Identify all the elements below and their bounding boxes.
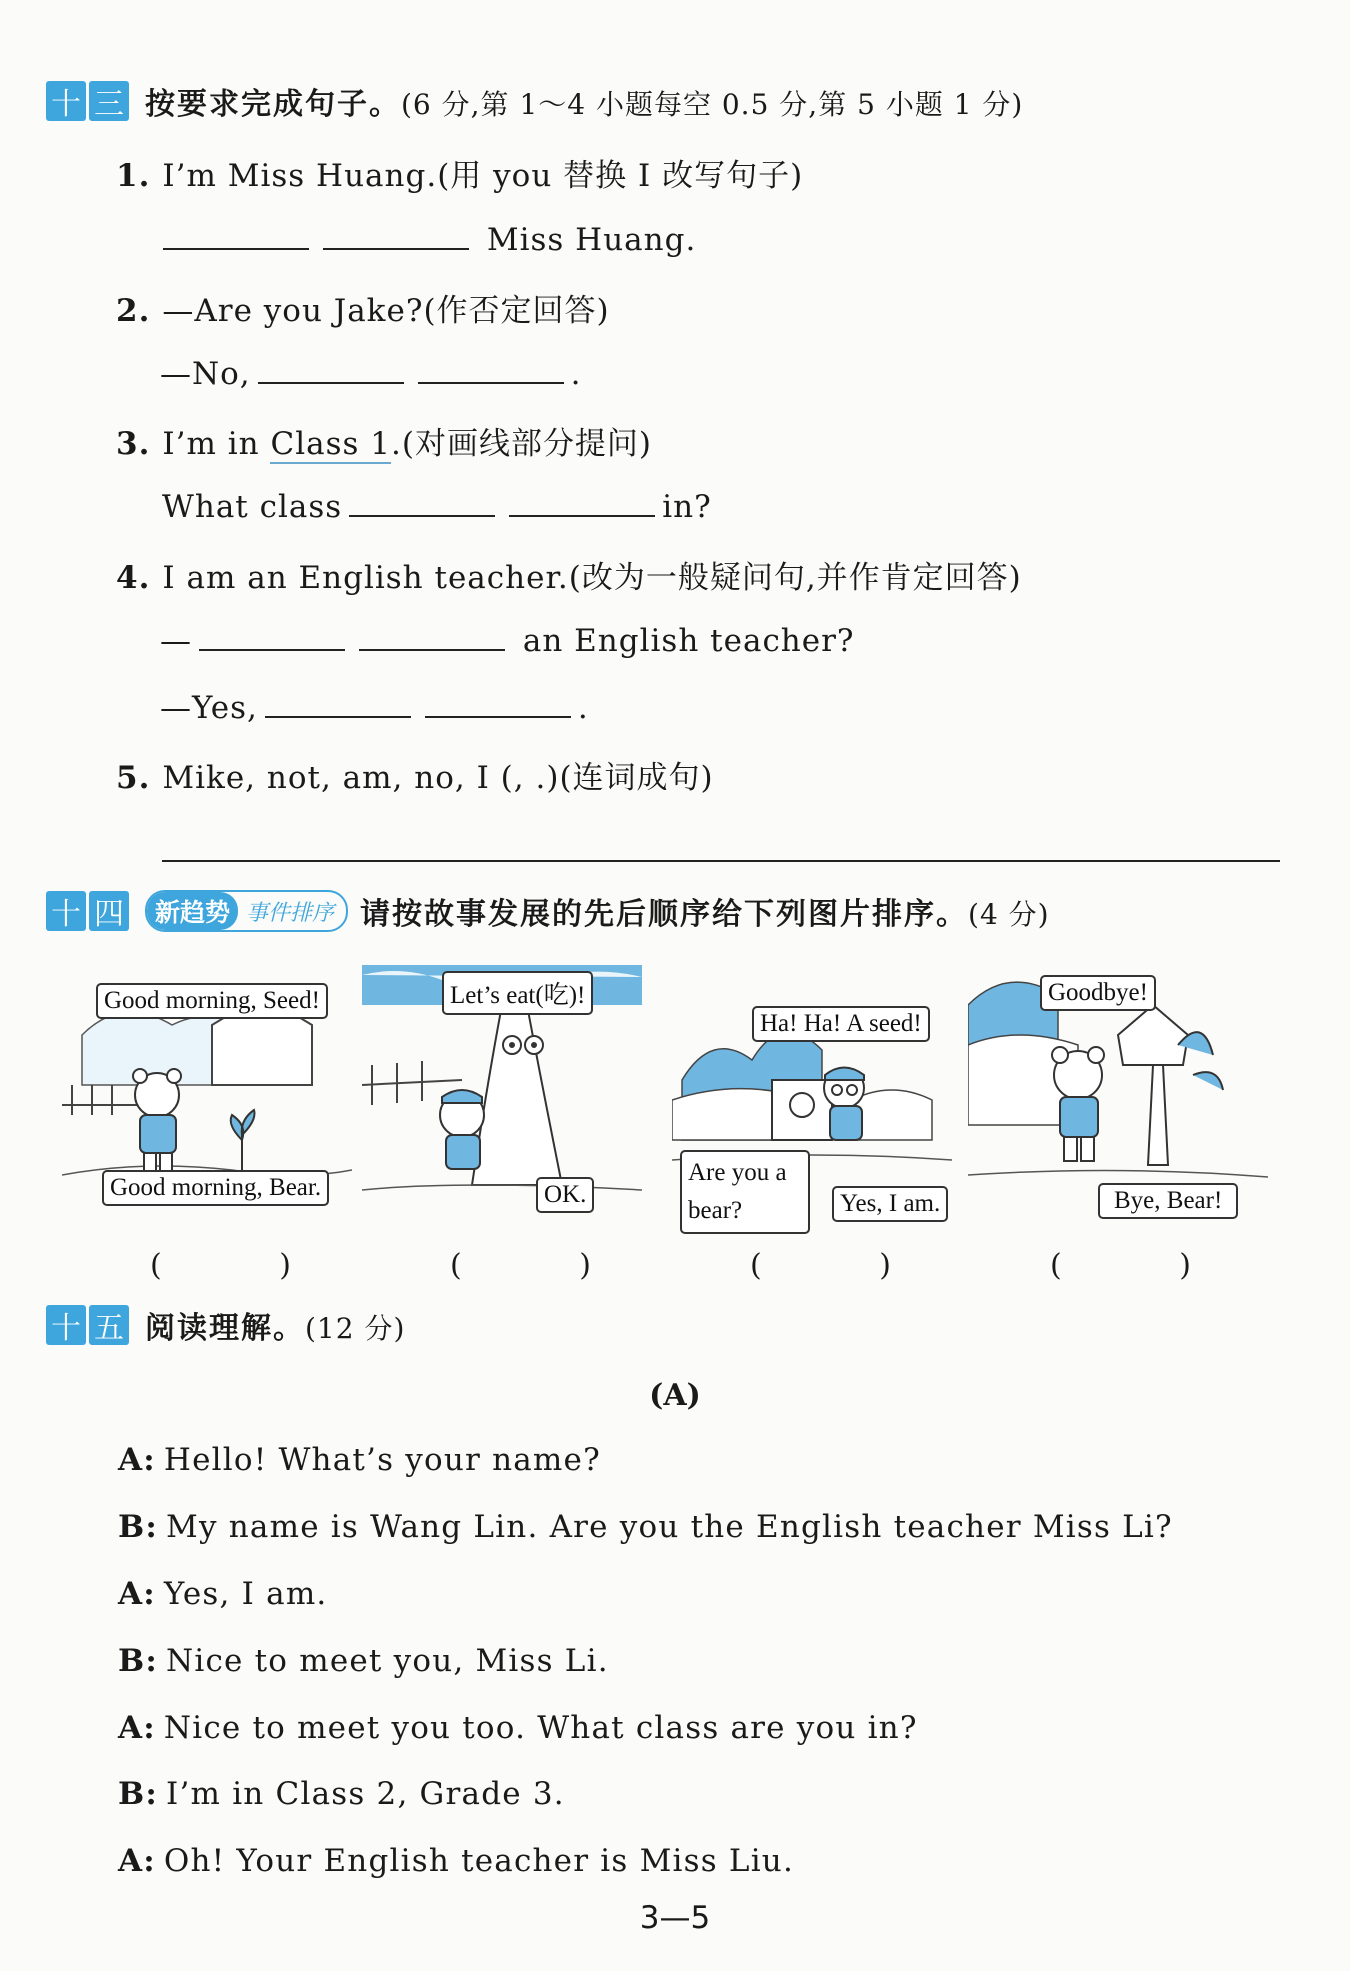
section-points: (4 分) <box>968 898 1050 931</box>
answer-blank[interactable] <box>323 218 469 250</box>
question-2-answer <box>160 352 582 392</box>
answer-blank[interactable] <box>359 619 505 651</box>
story-picture-1 <box>62 975 352 1215</box>
answer-text: —No, <box>160 356 251 392</box>
section-title-text: 阅读理解。 <box>145 1311 305 1346</box>
section-14-title <box>360 889 1050 933</box>
underlined-part: Class 1 <box>270 426 391 462</box>
speaker-label: A: <box>118 1710 156 1746</box>
section-title-text: 按要求完成句子。 <box>145 87 401 122</box>
question-3-answer <box>162 485 712 525</box>
question-1 <box>116 150 803 195</box>
dialogue-text: Yes, I am. <box>163 1576 328 1612</box>
question-instruction: (作否定回答) <box>423 293 610 329</box>
dialogue-line <box>118 1776 565 1812</box>
question-text: I’m Miss Huang. <box>162 158 438 194</box>
answer-text: — <box>160 623 192 659</box>
section-points: (12 分) <box>305 1312 406 1345</box>
dialogue-line <box>118 1843 794 1879</box>
section-14-header <box>46 888 1050 934</box>
section-15-badge <box>46 1305 129 1345</box>
speech-bubble: Goodbye! <box>1040 975 1156 1011</box>
story-picture-2 <box>362 965 642 1215</box>
speech-bubble: Are you a bear? <box>680 1150 810 1234</box>
dialogue-text: My name is Wang Lin. Are you the English teacher Miss Li? <box>166 1509 1173 1545</box>
answer-blank[interactable] <box>425 686 571 718</box>
section-title-text: 请按故事发展的先后顺序给下列图片排序。 <box>360 897 969 932</box>
question-text: —Are you Jake? <box>162 293 424 329</box>
dialogue-text: Nice to meet you, Miss Li. <box>166 1643 609 1679</box>
question-4-answer-1 <box>160 619 855 659</box>
speaker-label: B: <box>118 1776 159 1812</box>
dialogue-text: Oh! Your English teacher is Miss Liu. <box>163 1843 795 1879</box>
badge-char: 四 <box>89 891 129 931</box>
question-text: I am an English teacher. <box>162 560 569 596</box>
answer-text: —Yes, <box>160 690 258 726</box>
answer-parentheses[interactable]: ( ) <box>1050 1248 1245 1283</box>
question-text: Mike, not, am, no, I (, .) <box>162 760 560 796</box>
speech-bubble: OK. <box>536 1177 594 1213</box>
section-13-title <box>145 79 1023 123</box>
speech-bubble: Ha! Ha! A seed! <box>752 1006 930 1042</box>
question-4 <box>116 552 1022 597</box>
question-instruction: (对画线部分提问) <box>401 426 653 462</box>
question-number: 1. <box>116 158 151 194</box>
dialogue-text: Hello! What’s your name? <box>163 1442 601 1478</box>
answer-blank[interactable] <box>265 686 411 718</box>
answer-parentheses[interactable]: ( ) <box>750 1248 945 1283</box>
answer-text: in? <box>662 489 712 525</box>
section-13-badge <box>46 81 129 121</box>
question-instruction: (改为一般疑问句,并作肯定回答) <box>568 560 1022 596</box>
question-4-answer-2 <box>160 686 589 726</box>
dialogue-text: I’m in Class 2, Grade 3. <box>166 1776 565 1812</box>
speaker-label: A: <box>118 1576 156 1612</box>
section-points: (6 分,第 1～4 小题每空 0.5 分,第 5 小题 1 分) <box>401 88 1024 121</box>
answer-blank[interactable] <box>163 218 309 250</box>
dialogue-line <box>118 1442 601 1478</box>
answer-blank[interactable] <box>199 619 345 651</box>
answer-text: . <box>570 356 582 392</box>
dialogue-line <box>118 1710 918 1746</box>
trend-label: 新趋势 <box>147 892 238 930</box>
badge-char: 十 <box>46 1305 86 1345</box>
answer-blank[interactable] <box>258 352 404 384</box>
badge-char: 十 <box>46 891 86 931</box>
question-number: 3. <box>116 426 151 462</box>
passage-label: (A) <box>649 1378 701 1413</box>
page-number: 3—5 <box>639 1900 711 1936</box>
dialogue-line <box>118 1576 327 1612</box>
question-instruction: (连词成句) <box>559 760 714 796</box>
dialogue-line <box>118 1509 1173 1545</box>
question-5-answer-line[interactable] <box>162 860 1280 862</box>
answer-parentheses[interactable]: ( ) <box>450 1248 645 1283</box>
speaker-label: A: <box>118 1442 156 1478</box>
question-text: . <box>390 426 402 462</box>
answer-text: . <box>577 690 589 726</box>
answer-blank[interactable] <box>418 352 564 384</box>
section-15-header <box>46 1302 405 1348</box>
question-2 <box>116 285 610 330</box>
trend-sub-label: 事件排序 <box>246 900 335 926</box>
dialogue-line <box>118 1643 609 1679</box>
section-14-badge <box>46 891 129 931</box>
answer-text: an English teacher? <box>522 623 855 659</box>
question-text: I’m in <box>162 426 271 462</box>
story-picture-3 <box>672 990 952 1230</box>
badge-char: 五 <box>89 1305 129 1345</box>
dialogue-text: Nice to meet you too. What class are you in? <box>163 1710 918 1746</box>
question-number: 4. <box>116 560 151 596</box>
question-number: 2. <box>116 293 151 329</box>
answer-blank[interactable] <box>349 485 495 517</box>
speaker-label: B: <box>118 1509 159 1545</box>
speaker-label: A: <box>118 1843 156 1879</box>
speech-bubble: Let’s eat(吃)! <box>442 971 593 1015</box>
answer-text: What class <box>162 489 343 525</box>
badge-char: 三 <box>89 81 129 121</box>
answer-text: Miss Huang. <box>486 222 697 258</box>
question-5 <box>116 752 714 797</box>
speaker-label: B: <box>118 1643 159 1679</box>
answer-parentheses[interactable]: ( ) <box>150 1248 345 1283</box>
speech-bubble: Bye, Bear! <box>1098 1183 1238 1219</box>
answer-blank[interactable] <box>509 485 655 517</box>
question-instruction: (用 you 替换 I 改写句子) <box>437 158 804 194</box>
section-13-header <box>46 78 1023 124</box>
question-number: 5. <box>116 760 151 796</box>
speech-bubble: Good morning, Bear. <box>102 1170 329 1206</box>
speech-bubble: Good morning, Seed! <box>96 983 328 1019</box>
speech-bubble: Yes, I am. <box>832 1186 948 1222</box>
question-1-answer <box>156 218 696 258</box>
section-15-title <box>145 1303 405 1347</box>
question-3 <box>116 418 652 463</box>
badge-char: 十 <box>46 81 86 121</box>
new-trend-tag <box>145 890 348 932</box>
story-picture-4 <box>968 965 1268 1220</box>
